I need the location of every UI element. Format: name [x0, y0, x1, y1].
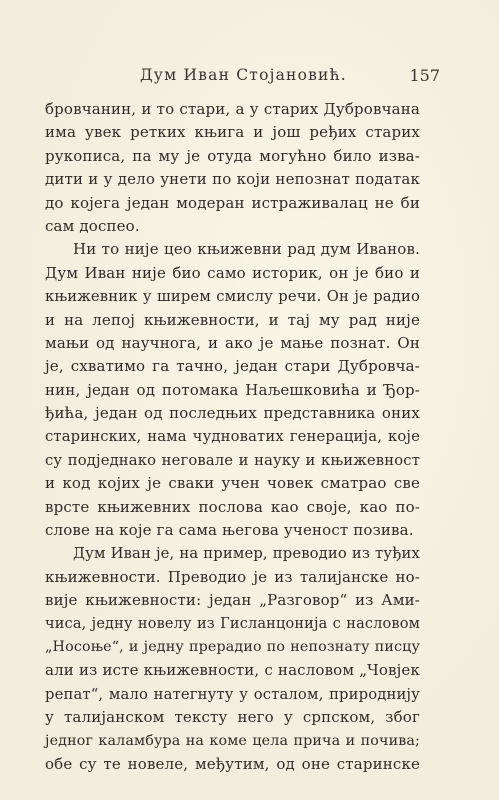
paragraph-3 — [45, 542, 420, 776]
text-line: има увек ретких књига и још ређих старих — [45, 123, 420, 142]
text-line: до којега један модеран истраживалац не би — [45, 193, 420, 212]
body-text — [45, 98, 420, 776]
text-line: и код којих је сваки учен човек сматрао све — [45, 474, 420, 493]
text-line: вије књижевности: један „Разговор“ из Ами- — [45, 591, 420, 610]
text-line: Ни то није цео књижевни рад дум Иванов. — [73, 240, 420, 259]
text-line: репат“, мало натегнуту у осталом, природнију — [45, 685, 420, 703]
text-line: „Носоње“, и једну прерадио по непознату писцу — [45, 638, 420, 655]
running-title: Дум Иван Стојановић. — [140, 66, 347, 84]
text-line: старинских, нама чудноватих генерација, које — [45, 428, 420, 446]
text-line: врсте књижевних послова као своје, као по- — [45, 497, 420, 516]
text-line: али из исте књижевности, с насловом „Човјек — [45, 661, 420, 680]
text-line: су подједнако неговале и науку и књижевност — [45, 451, 420, 469]
text-line: слове на које га сама његова ученост позива. — [45, 521, 414, 540]
text-line: обе су те новеле, међутим, од оне старинске — [45, 754, 420, 773]
text-line: је, схватимо га тачно, један стари Дубровча- — [45, 357, 420, 376]
text-line: и на лепој књижевности, и тај му рад није — [45, 310, 420, 329]
text-line: дити и у дело унети по који непознат податак — [45, 170, 420, 189]
text-line: нин, један од потомака Наљешковића и Ђор- — [45, 380, 420, 399]
text-line: једног каламбура на коме цела прича и почива; — [45, 732, 420, 749]
running-head — [40, 66, 440, 88]
text-line: чиса, једну новелу из Гисланцонија с насловом — [45, 615, 420, 632]
page-number: 157 — [409, 66, 440, 85]
text-line: Дум Иван је, на пример, преводио из туђих — [73, 545, 420, 563]
paragraph-2 — [45, 238, 420, 542]
text-line: сам доспео. — [45, 216, 140, 235]
text-line: у талијанском тексту него у српском, због — [45, 708, 420, 727]
text-line: књижевник у ширем смислу речи. Он је радио — [45, 288, 420, 306]
text-line: ђића, један од последњих представника оних — [45, 404, 420, 423]
text-line: Дум Иван није био само историк, он је био и — [45, 263, 420, 282]
paragraph-1 — [45, 98, 420, 238]
text-line: мањи од научнога, и ако је мање познат. Он — [45, 333, 420, 352]
text-line: рукописа, па му је отуда могућно било изва- — [45, 146, 420, 165]
text-line: бровчанин, и то стари, а у старих Дубровчана — [45, 100, 420, 118]
text-line: књижевности. Преводио је из талијанске но- — [45, 567, 420, 586]
